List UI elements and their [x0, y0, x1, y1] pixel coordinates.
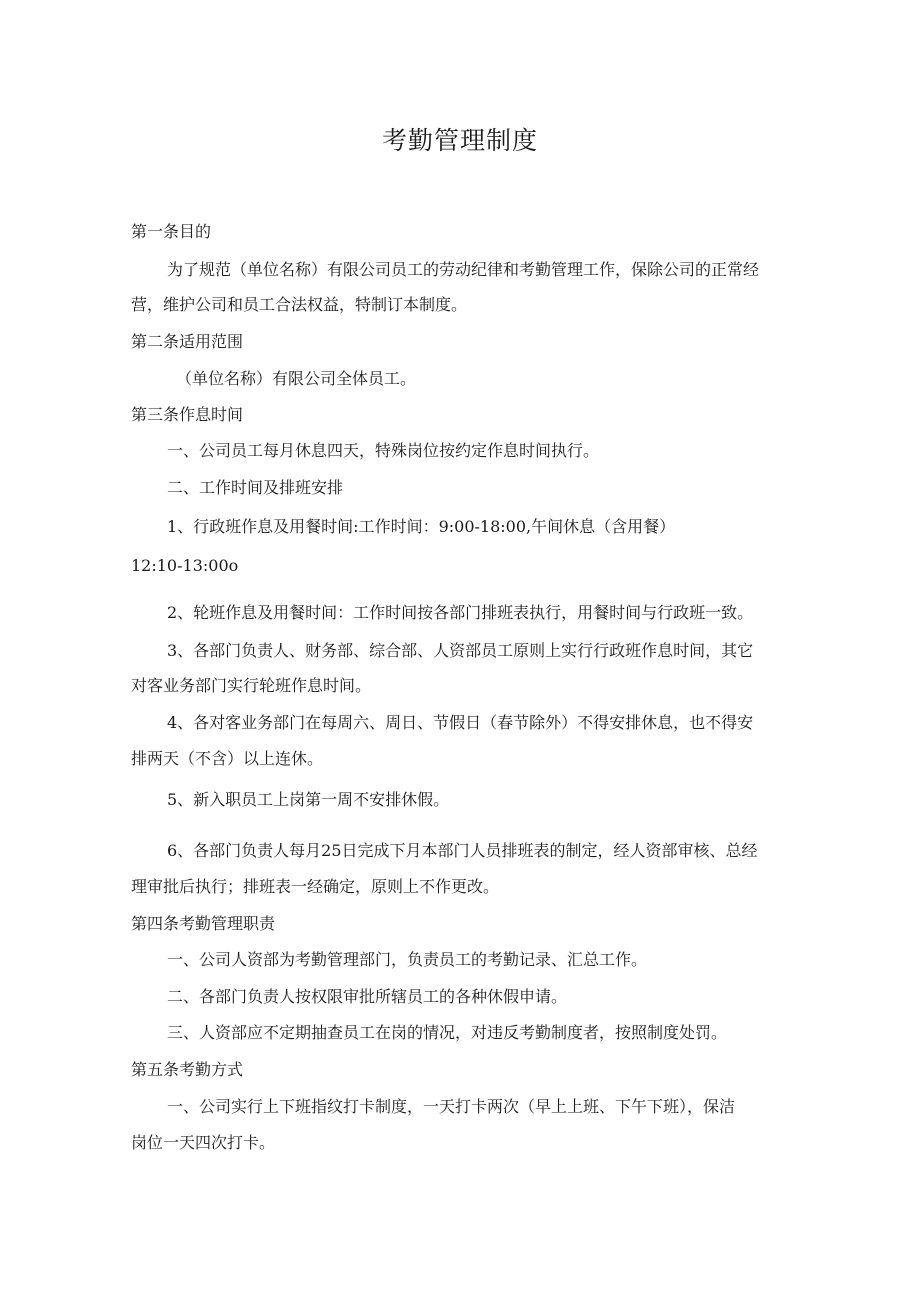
- article-1-heading: 第一条目的: [131, 222, 212, 241]
- article-3-sub-4-line-2: 排两天（不含）以上连休。: [131, 749, 324, 768]
- article-3-sub-4-line-1: 4、各对客业务部门在每周六、周日、节假日（春节除外）不得安排休息，也不得安: [167, 713, 754, 732]
- article-3-sub-5: 5、新入职员工上岗第一周不安排休假。: [167, 790, 450, 809]
- article-4-item-1: 一、公司人资部为考勤管理部门，负责员工的考勤记录、汇总工作。: [167, 950, 648, 969]
- article-4-item-2: 二、各部门负责人按权限审批所辖员工的各种休假申请。: [167, 987, 568, 1006]
- article-3-sub-1-line-1: 1、行政班作息及用餐时间:工作时间：9:00-18:00,午间休息（含用餐）: [167, 517, 676, 536]
- article-2-heading: 第二条适用范围: [131, 332, 244, 351]
- article-4-item-3: 三、人资部应不定期抽查员工在岗的情况，对违反考勤制度者，按照制度处罚。: [167, 1023, 728, 1042]
- article-1-text-line-2: 营，维护公司和员工合法权益，特制订本制度。: [131, 295, 468, 314]
- article-3-sub-3-line-1: 3、各部门负责人、财务部、综合部、人资部员工原则上实行行政班作息时间，其它: [167, 641, 754, 660]
- article-4-heading: 第四条考勤管理职责: [131, 914, 276, 933]
- article-5-heading: 第五条考勤方式: [131, 1060, 244, 1079]
- article-3-item-2: 二、工作时间及排班安排: [167, 478, 344, 497]
- article-1-text-line-1: 为了规范（单位名称）有限公司员工的劳动纪律和考勤管理工作，保除公司的正常经: [167, 260, 760, 279]
- article-5-item-1-line-2: 岗位一天四次打卡。: [131, 1133, 276, 1152]
- article-2-text: （单位名称）有限公司全体员工。: [176, 369, 417, 388]
- article-3-sub-1-line-2: 12:10-13:00o: [131, 556, 239, 575]
- article-3-item-1: 一、公司员工每月休息四天，特殊岗位按约定作息时间执行。: [167, 441, 600, 460]
- article-5-item-1-line-1: 一、公司实行上下班指纹打卡制度，一天打卡两次（早上上班、下午下班），保洁: [167, 1097, 736, 1116]
- document-title: 考勤管理制度: [381, 126, 538, 155]
- article-3-heading: 第三条作息时间: [131, 405, 244, 424]
- article-3-sub-6-line-1: 6、各部门负责人每月25日完成下月本部门人员排班表的制定，经人资部审核、总经: [167, 841, 758, 860]
- article-3-sub-2: 2、轮班作息及用餐时间：工作时间按各部门排班表执行，用餐时间与行政班一致。: [167, 603, 754, 622]
- article-3-sub-6-line-2: 理审批后执行；排班表一经确定，原则上不作更改。: [131, 877, 500, 896]
- article-3-sub-3-line-2: 对客业务部门实行轮班作息时间。: [131, 676, 372, 695]
